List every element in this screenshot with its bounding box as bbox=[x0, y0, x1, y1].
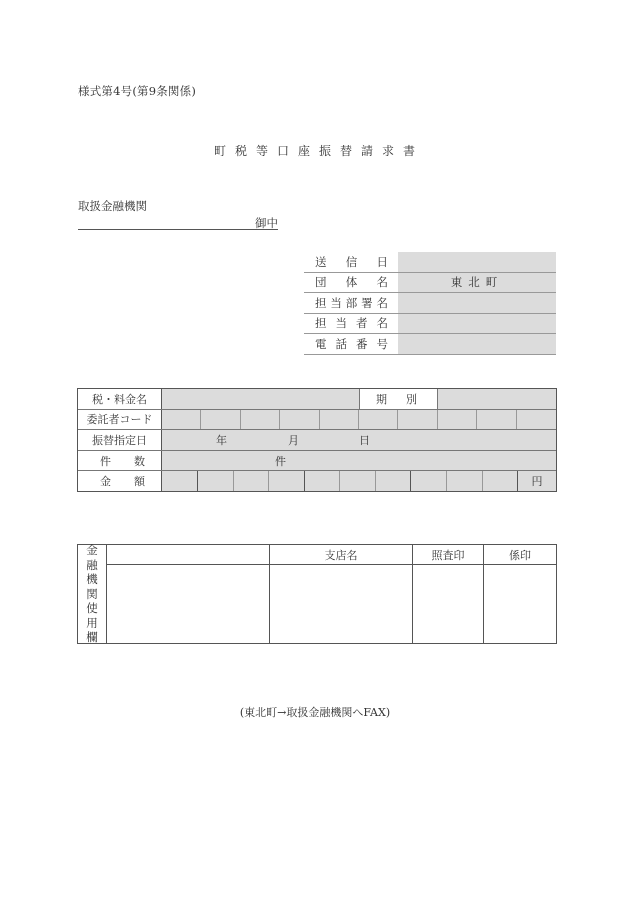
bank-column-verification-seal bbox=[413, 545, 484, 643]
count-field[interactable] bbox=[162, 451, 556, 471]
organization-field[interactable]: 東北町 bbox=[398, 273, 556, 293]
label-char: 関 bbox=[86, 586, 98, 601]
amount-digit[interactable] bbox=[162, 471, 198, 491]
row-amount bbox=[78, 471, 556, 491]
label-char: 団 bbox=[315, 275, 327, 290]
label-char: 金 bbox=[86, 543, 98, 558]
amount-unit: 円 bbox=[531, 475, 543, 489]
amount-digit[interactable] bbox=[376, 471, 411, 491]
year-unit: 年 bbox=[216, 433, 227, 447]
consignor-code-digit[interactable] bbox=[280, 410, 319, 430]
month-unit: 月 bbox=[288, 433, 299, 447]
honorific: 御中 bbox=[255, 216, 278, 230]
clerk-seal-field[interactable] bbox=[484, 565, 556, 643]
label-char: 使 bbox=[86, 601, 98, 616]
consignor-code-digit[interactable] bbox=[320, 410, 359, 430]
consignor-code-digit[interactable] bbox=[438, 410, 477, 430]
period-label: 期 別 bbox=[359, 389, 438, 409]
document-title: 町税等口座振替請求書 bbox=[213, 144, 424, 158]
consignor-code-digit[interactable] bbox=[398, 410, 437, 430]
bank-column-branch bbox=[270, 545, 413, 643]
row-consignor-code bbox=[78, 410, 556, 431]
label-char: 担 bbox=[315, 295, 327, 310]
sender-label bbox=[304, 252, 398, 272]
tax-name-row-body bbox=[162, 389, 556, 409]
label-char: 信 bbox=[345, 254, 358, 269]
label-char: 数 bbox=[134, 454, 145, 468]
consignor-code-digit[interactable] bbox=[517, 410, 556, 430]
label-char: 署 bbox=[361, 295, 373, 310]
sender-row-phone bbox=[304, 334, 556, 355]
label-char: 当 bbox=[335, 316, 347, 331]
consignor-code-digit[interactable] bbox=[241, 410, 280, 430]
label-char: 額 bbox=[134, 475, 145, 489]
sender-label bbox=[304, 293, 398, 313]
tax-name-label: 税・料金名 bbox=[78, 389, 162, 409]
label-char: 名 bbox=[376, 275, 388, 290]
sender-label bbox=[304, 314, 398, 334]
bank-column-clerk-seal bbox=[484, 545, 556, 643]
label-char: 送 bbox=[315, 254, 327, 269]
phone-field[interactable] bbox=[398, 334, 556, 354]
bank-use-side-label bbox=[78, 545, 107, 643]
verification-seal-field[interactable] bbox=[413, 565, 483, 643]
sender-row-department bbox=[304, 293, 556, 314]
label-char: 体 bbox=[345, 275, 358, 290]
label-char: 名 bbox=[376, 295, 388, 310]
label-char: 部 bbox=[345, 295, 358, 310]
sender-row-contact-person bbox=[304, 314, 556, 335]
branch-name-field[interactable] bbox=[270, 565, 412, 643]
amount-digit[interactable] bbox=[234, 471, 269, 491]
count-label bbox=[78, 451, 162, 471]
amount-digit[interactable] bbox=[198, 471, 234, 491]
consignor-code-digit[interactable] bbox=[477, 410, 516, 430]
transfer-date-label: 振替指定日 bbox=[78, 430, 162, 450]
label-char: 件 bbox=[100, 454, 111, 468]
sender-row-send-date bbox=[304, 252, 556, 273]
consignor-code-digit[interactable] bbox=[162, 410, 201, 430]
label-char: 融 bbox=[86, 557, 98, 572]
bank-use-table bbox=[77, 544, 557, 644]
count-unit: 件 bbox=[275, 454, 286, 468]
addressee-underline[interactable] bbox=[78, 229, 278, 230]
day-unit: 日 bbox=[359, 433, 370, 447]
consignor-code-label: 委託者コード bbox=[78, 410, 162, 430]
send-date-field[interactable] bbox=[398, 252, 556, 272]
amount-digit[interactable] bbox=[269, 471, 305, 491]
contact-person-field[interactable] bbox=[398, 314, 556, 334]
amount-digit[interactable] bbox=[447, 471, 483, 491]
department-field[interactable] bbox=[398, 293, 556, 313]
transfer-date-field[interactable] bbox=[162, 430, 556, 450]
row-tax-name bbox=[78, 389, 556, 410]
consignor-code-cells bbox=[162, 410, 556, 430]
row-transfer-date bbox=[78, 430, 556, 451]
label-char: 担 bbox=[315, 316, 327, 331]
label-char: 号 bbox=[376, 336, 388, 351]
amount-cells bbox=[162, 471, 556, 491]
label-char: 用 bbox=[86, 615, 98, 630]
amount-digit[interactable] bbox=[411, 471, 447, 491]
clerk-seal-header: 係印 bbox=[484, 545, 556, 565]
verification-seal-header: 照査印 bbox=[413, 545, 483, 565]
sender-row-organization bbox=[304, 273, 556, 294]
sender-label bbox=[304, 334, 398, 354]
amount-digit[interactable] bbox=[483, 471, 518, 491]
label-char: 日 bbox=[376, 254, 388, 269]
branch-name-header: 支店名 bbox=[270, 545, 412, 565]
bank-name-header bbox=[107, 545, 269, 565]
label-char: 金 bbox=[100, 475, 111, 489]
label-char: 名 bbox=[376, 316, 388, 331]
row-count bbox=[78, 451, 556, 472]
sender-label bbox=[304, 273, 398, 293]
transfer-request-table bbox=[77, 388, 557, 492]
bank-name-field[interactable] bbox=[107, 565, 269, 643]
addressee-label: 取扱金融機関 bbox=[78, 199, 147, 213]
sender-info-table bbox=[304, 252, 556, 355]
fax-routing-note: (東北町→取扱金融機関へFAX) bbox=[239, 706, 391, 719]
amount-digit[interactable] bbox=[305, 471, 340, 491]
tax-name-field[interactable] bbox=[162, 389, 359, 409]
label-char: 機 bbox=[86, 572, 98, 587]
amount-label bbox=[78, 471, 162, 491]
form-id: 様式第4号(第9条関係) bbox=[78, 84, 197, 98]
label-char: 欄 bbox=[86, 630, 98, 645]
consignor-code-digit[interactable] bbox=[201, 410, 240, 430]
bank-column-name bbox=[107, 545, 270, 643]
label-char: 話 bbox=[335, 336, 347, 351]
label-char: 者 bbox=[356, 316, 368, 331]
period-field[interactable] bbox=[438, 389, 556, 409]
label-char: 当 bbox=[330, 295, 342, 310]
label-char: 番 bbox=[356, 336, 368, 351]
label-char: 電 bbox=[315, 336, 327, 351]
amount-digit[interactable] bbox=[340, 471, 376, 491]
consignor-code-digit[interactable] bbox=[359, 410, 398, 430]
